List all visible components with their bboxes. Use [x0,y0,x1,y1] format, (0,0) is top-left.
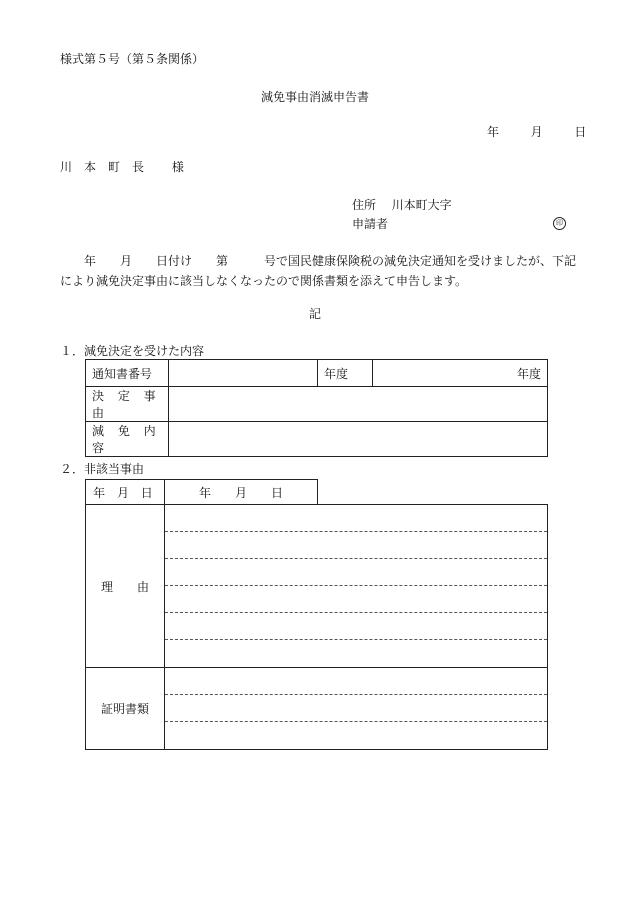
reason-line [165,505,547,532]
submission-date [487,125,586,139]
table-row [86,422,548,457]
table-row [86,360,548,387]
document-title: 減免事由消滅申告書 [260,90,369,104]
address-value: 川本町大字 [391,198,452,212]
ki-heading: 記 [308,307,321,321]
reason-line [165,586,547,613]
form-number: 様式第５号（第５条関係） [60,52,205,66]
addressee: 川本町長 様 [60,160,196,174]
reason-field[interactable] [165,505,548,668]
decision-reason-label: 決 定 事 由 [86,387,169,422]
documents-line [165,695,547,722]
reason-table [85,504,548,750]
decision-table [85,359,548,457]
date-day-label: 日 [574,125,587,139]
date-field[interactable]: 年 月 日 [165,480,318,505]
table-row [86,387,548,422]
fiscal-year-field[interactable]: 年度 [373,360,548,387]
seal-icon: 印 [553,217,566,230]
documents-label: 証明書類 [86,668,165,750]
documents-line [165,668,547,695]
reduction-content-field[interactable] [169,422,548,457]
reason-line [165,559,547,586]
reason-label: 理 由 [86,505,165,668]
non-applicable-date-table [85,479,318,505]
reason-line [165,532,547,559]
date-label: 年 月 日 [86,480,165,505]
notice-number-label: 通知書番号 [86,360,169,387]
table-row [86,480,318,505]
address-line [352,198,452,212]
fiscal-year-label: 年度 [318,360,373,387]
reduction-content-label: 減 免 内 容 [86,422,169,457]
reason-line [165,613,547,640]
applicant-label: 申請者 [352,217,389,231]
address-label: 住所 [352,198,377,212]
notice-number-field[interactable] [169,360,318,387]
decision-reason-field[interactable] [169,387,548,422]
declaration-text: 年 月 日付け 第 号で国民健康保険税の減免決定通知を受けましたが、下記により減免決定事由に該当しなくなったので関係書類を添えて申告します。 [60,254,577,288]
section2-heading: ２．非該当事由 [60,462,145,476]
documents-field[interactable] [165,668,548,750]
date-year-label: 年 [487,125,500,139]
table-row [86,505,548,668]
date-month-label: 月 [530,125,543,139]
section1-heading: １．減免決定を受けた内容 [60,344,205,358]
table-row [86,668,548,750]
